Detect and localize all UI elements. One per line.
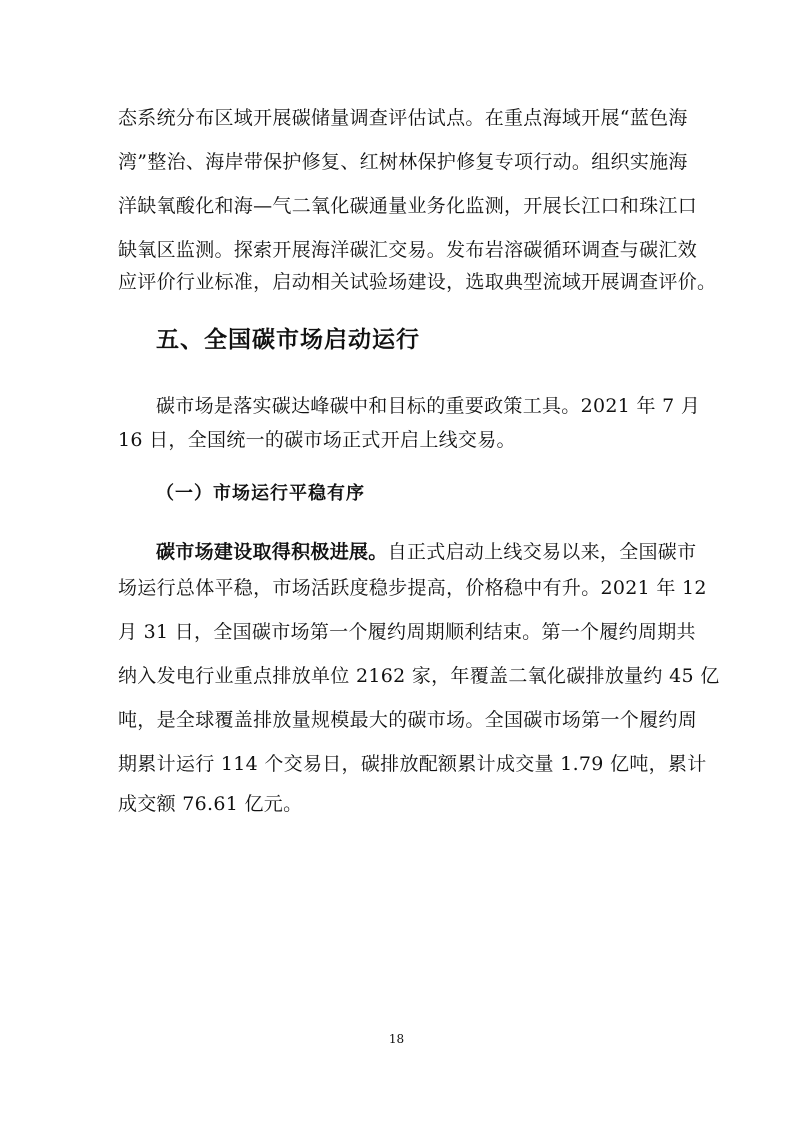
paragraph-line: 成交额 76.61 亿元。 [118,793,303,815]
paragraph-line: 洋缺氧酸化和海—气二氧化碳通量业务化监测，开展长江口和珠江口 [118,195,698,217]
paragraph-line: 纳入发电行业重点排放单位 2162 家，年覆盖二氧化碳排放量约 45 亿 [118,665,720,687]
subsection-heading: （一）市场运行平稳有序 [156,483,365,504]
paragraph-line-first [156,541,697,563]
paragraph-line: 缺氧区监测。探索开展海洋碳汇交易。发布岩溶碳循环调查与碳汇效 [118,239,698,261]
paragraph-lead-bold: 碳市场建设取得积极进展。 [156,541,388,563]
paragraph-line: 期累计运行 114 个交易日，碳排放配额累计成交量 1.79 亿吨，累计 [118,753,707,775]
paragraph-line: 16 日，全国统一的碳市场正式开启上线交易。 [118,429,516,451]
page-number: 18 [388,1032,405,1046]
paragraph-line: 应评价行业标准，启动相关试验场建设，选取典型流域开展调查评价。 [118,271,717,293]
paragraph-line: 湾”整治、海岸带保护修复、红树林保护修复专项行动。组织实施海 [118,151,688,173]
paragraph-line: 碳市场是落实碳达峰碳中和目标的重要政策工具。2021 年 7 月 [156,395,701,417]
paragraph-line: 月 31 日，全国碳市场第一个履约周期顺利结束。第一个履约周期共 [118,621,696,643]
paragraph-line: 态系统分布区域开展碳储量调查评估试点。在重点海域开展“蓝色海 [118,107,688,129]
paragraph-line: 场运行总体平稳，市场活跃度稳步提高，价格稳中有升。2021 年 12 [118,577,707,599]
paragraph-line-rest: 自正式启动上线交易以来，全国碳市 [387,541,697,563]
section-heading: 五、全国碳市场启动运行 [156,327,420,353]
paragraph-line: 吨，是全球覆盖排放量规模最大的碳市场。全国碳市场第一个履约周 [118,709,698,731]
